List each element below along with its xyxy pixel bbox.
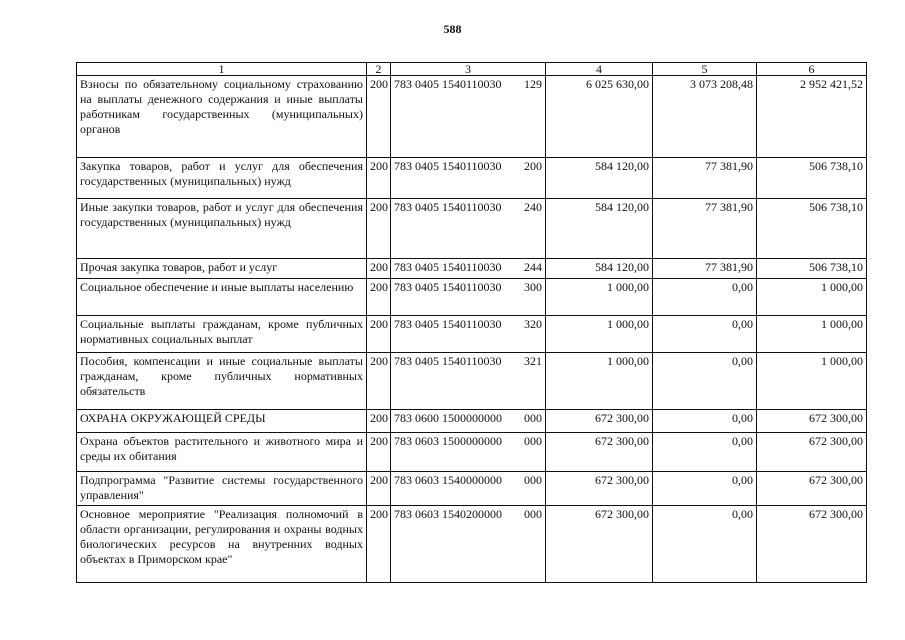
row-code-wrap: [394, 473, 542, 488]
table-row: [77, 76, 867, 158]
column-header-1: 1: [77, 63, 367, 76]
row-expense-type-code: 000: [524, 473, 542, 487]
row-code-wrap: [394, 411, 542, 426]
row-budget-code: 783 0405 1540110030: [394, 354, 502, 368]
row-code-cell: [391, 199, 546, 259]
table-body: [77, 63, 867, 583]
row-value-col4: 672 300,00: [546, 433, 653, 472]
budget-table: [76, 62, 867, 583]
row-code-cell: [391, 279, 546, 316]
row-value-col5: 77 381,90: [653, 199, 757, 259]
row-budget-code: 783 0405 1540110030: [394, 200, 502, 214]
row-col2-cell: 200: [367, 316, 391, 353]
row-code-wrap: [394, 77, 542, 92]
row-code-wrap: [394, 280, 542, 295]
row-name-cell: Прочая закупка товаров, работ и услуг: [77, 259, 367, 279]
row-value-col5: 0,00: [653, 353, 757, 410]
row-budget-code: 783 0603 1500000000: [394, 434, 502, 448]
row-col2-cell: 200: [367, 279, 391, 316]
row-expense-type-code: 000: [524, 411, 542, 425]
row-value-col6: 1 000,00: [757, 279, 867, 316]
row-value-col6: 2 952 421,52: [757, 76, 867, 158]
row-budget-code: 783 0600 1500000000: [394, 411, 502, 425]
row-budget-code: 783 0405 1540110030: [394, 260, 502, 274]
row-code-cell: [391, 158, 546, 199]
row-value-col6: 672 300,00: [757, 472, 867, 506]
row-value-col6: 672 300,00: [757, 506, 867, 583]
row-col2-cell: 200: [367, 353, 391, 410]
row-expense-type-code: 300: [524, 280, 542, 294]
row-expense-type-code: 200: [524, 159, 542, 173]
row-value-col6: 506 738,10: [757, 199, 867, 259]
row-name-cell: Социальные выплаты гражданам, кроме публичных нормативных социальных выплат: [77, 316, 367, 353]
column-header-4: 4: [546, 63, 653, 76]
row-code-cell: [391, 353, 546, 410]
table-row: [77, 316, 867, 353]
row-expense-type-code: 000: [524, 507, 542, 521]
row-expense-type-code: 129: [524, 77, 542, 91]
row-code-wrap: [394, 159, 542, 174]
row-value-col5: 0,00: [653, 472, 757, 506]
row-budget-code: 783 0405 1540110030: [394, 317, 502, 331]
table-row: [77, 279, 867, 316]
row-budget-code: 783 0405 1540110030: [394, 159, 502, 173]
row-value-col6: 672 300,00: [757, 410, 867, 433]
row-value-col4: 1 000,00: [546, 279, 653, 316]
row-col2-cell: 200: [367, 76, 391, 158]
table-row: [77, 433, 867, 472]
row-value-col4: 1 000,00: [546, 316, 653, 353]
row-code-cell: [391, 472, 546, 506]
table-row: [77, 158, 867, 199]
row-code-cell: [391, 76, 546, 158]
row-budget-code: 783 0603 1540000000: [394, 473, 502, 487]
row-value-col4: 6 025 630,00: [546, 76, 653, 158]
row-value-col6: 1 000,00: [757, 316, 867, 353]
row-budget-code: 783 0405 1540110030: [394, 77, 502, 91]
table-row: [77, 506, 867, 583]
row-value-col6: 1 000,00: [757, 353, 867, 410]
row-expense-type-code: 000: [524, 434, 542, 448]
row-value-col6: 672 300,00: [757, 433, 867, 472]
row-code-wrap: [394, 434, 542, 449]
row-value-col4: 584 120,00: [546, 199, 653, 259]
row-value-col4: 584 120,00: [546, 158, 653, 199]
row-col2-cell: 200: [367, 199, 391, 259]
row-code-wrap: [394, 260, 542, 275]
row-value-col5: 77 381,90: [653, 158, 757, 199]
row-code-cell: [391, 410, 546, 433]
table-row: [77, 353, 867, 410]
row-name-cell: Охрана объектов растительного и животного мира и среды их обитания: [77, 433, 367, 472]
row-col2-cell: 200: [367, 433, 391, 472]
row-budget-code: 783 0405 1540110030: [394, 280, 502, 294]
row-value-col5: 0,00: [653, 316, 757, 353]
row-name-cell: Закупка товаров, работ и услуг для обеспечения государственных (муниципальных) нужд: [77, 158, 367, 199]
column-header-3: 3: [391, 63, 546, 76]
row-name-cell: Подпрограмма "Развитие системы государственного управления": [77, 472, 367, 506]
column-header-2: 2: [367, 63, 391, 76]
row-col2-cell: 200: [367, 410, 391, 433]
row-value-col5: 0,00: [653, 506, 757, 583]
row-col2-cell: 200: [367, 506, 391, 583]
row-name-cell: Основное мероприятие "Реализация полномочий в области организации, регулирования и охраны водных биологических ресурсов на внутренних водных объектах в Приморском крае": [77, 506, 367, 583]
row-value-col5: 0,00: [653, 433, 757, 472]
row-col2-cell: 200: [367, 158, 391, 199]
row-value-col4: 672 300,00: [546, 410, 653, 433]
row-value-col4: 672 300,00: [546, 506, 653, 583]
row-name-cell: Пособия, компенсации и иные социальные выплаты гражданам, кроме публичных нормативных обязательств: [77, 353, 367, 410]
row-code-wrap: [394, 200, 542, 215]
row-code-cell: [391, 433, 546, 472]
row-col2-cell: 200: [367, 472, 391, 506]
row-code-cell: [391, 506, 546, 583]
row-code-wrap: [394, 317, 542, 332]
row-code-wrap: [394, 354, 542, 369]
row-expense-type-code: 320: [524, 317, 542, 331]
row-expense-type-code: 321: [524, 354, 542, 368]
row-value-col5: 0,00: [653, 410, 757, 433]
row-code-wrap: [394, 507, 542, 522]
row-value-col4: 584 120,00: [546, 259, 653, 279]
row-name-cell: Социальное обеспечение и иные выплаты населению: [77, 279, 367, 316]
row-expense-type-code: 240: [524, 200, 542, 214]
row-col2-cell: 200: [367, 259, 391, 279]
row-expense-type-code: 244: [524, 260, 542, 274]
row-value-col5: 77 381,90: [653, 259, 757, 279]
row-name-cell: Взносы по обязательному социальному страхованию на выплаты денежного содержания и иные выплаты работникам государственных (муниципальных) органов: [77, 76, 367, 158]
row-name-cell: ОХРАНА ОКРУЖАЮЩЕЙ СРЕДЫ: [77, 410, 367, 433]
row-code-cell: [391, 259, 546, 279]
table-header-row: [77, 63, 867, 76]
column-header-6: 6: [757, 63, 867, 76]
column-header-5: 5: [653, 63, 757, 76]
row-value-col4: 1 000,00: [546, 353, 653, 410]
row-name-cell: Иные закупки товаров, работ и услуг для обеспечения государственных (муниципальных) нужд: [77, 199, 367, 259]
row-value-col4: 672 300,00: [546, 472, 653, 506]
row-budget-code: 783 0603 1540200000: [394, 507, 502, 521]
row-value-col6: 506 738,10: [757, 259, 867, 279]
table-row: [77, 410, 867, 433]
row-value-col6: 506 738,10: [757, 158, 867, 199]
table-row: [77, 472, 867, 506]
table-row: [77, 259, 867, 279]
row-value-col5: 0,00: [653, 279, 757, 316]
table-row: [77, 199, 867, 259]
page-number: 588: [443, 22, 462, 36]
row-value-col5: 3 073 208,48: [653, 76, 757, 158]
row-code-cell: [391, 316, 546, 353]
